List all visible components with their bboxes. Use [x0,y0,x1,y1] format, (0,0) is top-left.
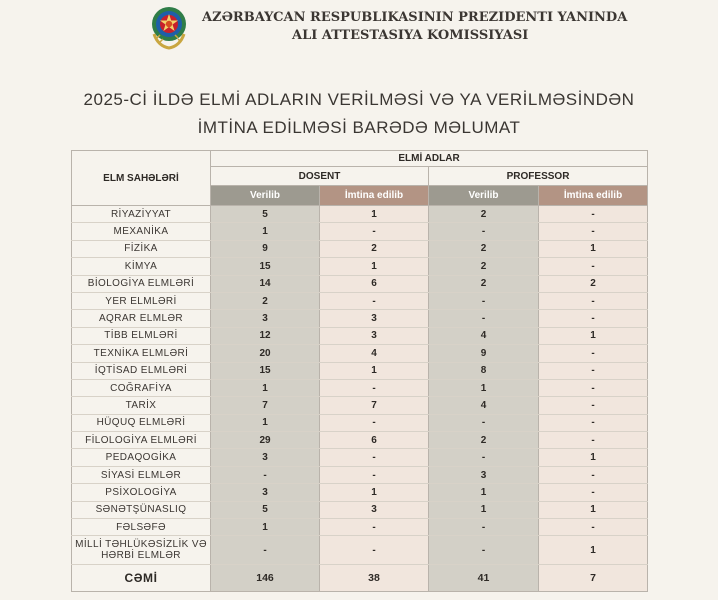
professor-granted-cell: 4 [429,397,539,414]
professor-granted-cell: - [429,519,539,536]
professor-refused-cell: 1 [539,536,648,565]
professor-refused-cell: - [539,414,648,431]
professor-granted-cell: - [429,414,539,431]
org-name-line2: ALI ATTESTASIYA KOMISSIYASI [292,28,529,43]
professor-refused-cell: - [539,206,648,223]
dosent-granted-cell: 1 [211,414,320,431]
dosent-refused-cell: - [320,519,429,536]
subject-cell: FİLOLOGİYA ELMLƏRİ [72,432,211,449]
table-row [72,449,648,466]
dosent-refused-cell: 4 [320,345,429,362]
dosent-granted-cell: 7 [211,397,320,414]
group-header: ELMİ ADLAR [211,151,648,167]
professor-refused-total: 7 [539,565,648,592]
org-name-line1: AZƏRBAYCAN RESPUBLIKASININ PREZIDENTI YANINDA [202,10,628,25]
table-row [72,397,648,414]
subject-cell: PEDAQOGİKA [72,449,211,466]
professor-granted-cell: 1 [429,484,539,501]
dosent-refused-cell: 6 [320,432,429,449]
dosent-granted-cell: 5 [211,206,320,223]
dosent-refused-cell: 7 [320,397,429,414]
dosent-granted-header: Verilib [211,186,320,206]
professor-granted-cell: 9 [429,345,539,362]
dosent-refused-cell: 1 [320,258,429,275]
dosent-granted-cell: 20 [211,345,320,362]
professor-refused-cell: - [539,258,648,275]
table-row [72,292,648,309]
dosent-granted-cell: 3 [211,310,320,327]
dosent-granted-cell: 3 [211,449,320,466]
dosent-refused-cell: - [320,379,429,396]
professor-refused-cell: - [539,362,648,379]
dosent-granted-cell: 5 [211,501,320,518]
dosent-refused-cell: 1 [320,206,429,223]
professor-refused-cell: - [539,223,648,240]
professor-refused-cell: - [539,310,648,327]
subject-cell: SƏNƏTŞÜNASLIQ [72,501,211,518]
dosent-refused-cell: - [320,536,429,565]
dosent-refused-cell: 2 [320,240,429,257]
professor-granted-cell: 2 [429,432,539,449]
professor-granted-cell: - [429,536,539,565]
professor-refused-cell: - [539,519,648,536]
dosent-refused-cell: - [320,466,429,483]
professor-granted-cell: 2 [429,275,539,292]
subject-cell: COĞRAFİYA [72,379,211,396]
subject-cell: KİMYA [72,258,211,275]
professor-granted-cell: 2 [429,240,539,257]
dosent-refused-cell: - [320,414,429,431]
professor-granted-cell: 1 [429,379,539,396]
professor-refused-header: İmtina edilib [539,186,648,206]
professor-refused-cell: - [539,466,648,483]
subject-cell: SİYASİ ELMLƏR [72,466,211,483]
subject-cell: FİZİKA [72,240,211,257]
dosent-granted-cell: 3 [211,484,320,501]
subject-column-header: ELM SAHƏLƏRİ [72,151,211,206]
header [148,4,668,52]
professor-refused-cell: - [539,432,648,449]
table-row [72,362,648,379]
table-row [72,466,648,483]
dosent-refused-cell: 1 [320,484,429,501]
table-row [72,519,648,536]
table-row [72,206,648,223]
subject-cell: RİYAZİYYAT [72,206,211,223]
dosent-refused-cell: 3 [320,501,429,518]
table-row [72,501,648,518]
professor-granted-cell: 3 [429,466,539,483]
dosent-granted-cell: 15 [211,258,320,275]
table-row [72,432,648,449]
table-body [72,206,648,592]
professor-granted-cell: - [429,310,539,327]
professor-granted-cell: - [429,292,539,309]
dosent-refused-cell: - [320,223,429,240]
professor-refused-cell: 1 [539,240,648,257]
dosent-refused-cell: - [320,449,429,466]
dosent-granted-cell: 1 [211,379,320,396]
table-row [72,310,648,327]
dosent-header: DOSENT [211,167,429,186]
table-row [72,345,648,362]
professor-granted-cell: - [429,449,539,466]
table-row [72,484,648,501]
dosent-refused-total: 38 [320,565,429,592]
subject-cell: TEXNİKA ELMLƏRİ [72,345,211,362]
professor-granted-cell: 2 [429,206,539,223]
subject-cell: FƏLSƏFƏ [72,519,211,536]
professor-granted-header: Verilib [429,186,539,206]
dosent-granted-cell: 29 [211,432,320,449]
subject-cell: BİOLOGİYA ELMLƏRİ [72,275,211,292]
professor-granted-cell: - [429,223,539,240]
subject-cell: TİBB ELMLƏRİ [72,327,211,344]
professor-refused-cell: 1 [539,327,648,344]
table-row [72,327,648,344]
professor-refused-cell: - [539,379,648,396]
dosent-refused-cell: 3 [320,310,429,327]
subject-cell: YER ELMLƏRİ [72,292,211,309]
total-label: CƏMİ [72,565,211,592]
table-row [72,223,648,240]
page-title-line1: 2025-Cİ İLDƏ ELMİ ADLARIN VERİLMƏSİ VƏ YA VERİLMƏSİNDƏN [83,90,635,109]
total-row [72,565,648,592]
professor-granted-total: 41 [429,565,539,592]
subject-cell: İQTİSAD ELMLƏRİ [72,362,211,379]
professor-refused-cell: 2 [539,275,648,292]
dosent-granted-cell: 2 [211,292,320,309]
dosent-granted-cell: - [211,536,320,565]
dosent-refused-cell: 1 [320,362,429,379]
subject-cell: TARİX [72,397,211,414]
professor-refused-cell: 1 [539,449,648,466]
table-row [72,536,648,565]
subject-cell: HÜQUQ ELMLƏRİ [72,414,211,431]
professor-refused-cell: 1 [539,501,648,518]
professor-granted-cell: 1 [429,501,539,518]
professor-refused-cell: - [539,484,648,501]
professor-refused-cell: - [539,397,648,414]
dosent-granted-cell: 1 [211,223,320,240]
professor-granted-cell: 4 [429,327,539,344]
table-row [72,275,648,292]
table-row [72,414,648,431]
dosent-granted-cell: 12 [211,327,320,344]
professor-header: PROFESSOR [429,167,648,186]
dosent-granted-cell: 15 [211,362,320,379]
professor-granted-cell: 2 [429,258,539,275]
table-row [72,379,648,396]
dosent-refused-cell: - [320,292,429,309]
dosent-refused-cell: 3 [320,327,429,344]
dosent-granted-cell: 1 [211,519,320,536]
dosent-granted-cell: 14 [211,275,320,292]
state-emblem-icon [148,4,190,50]
dosent-granted-total: 146 [211,565,320,592]
dosent-granted-cell: - [211,466,320,483]
table-row [72,258,648,275]
professor-granted-cell: 8 [429,362,539,379]
subject-cell: MEXANİKA [72,223,211,240]
academic-titles-table [71,150,648,592]
subject-cell: MİLLİ TƏHLÜKƏSİZLİK VƏ HƏRBİ ELMLƏR [72,536,211,565]
subject-cell: AQRAR ELMLƏR [72,310,211,327]
subject-cell: PSİXOLOGİYA [72,484,211,501]
dosent-refused-header: İmtina edilib [320,186,429,206]
page-title-line2: İMTİNA EDİLMƏSİ BARƏDƏ MƏLUMAT [197,118,521,137]
dosent-granted-cell: 9 [211,240,320,257]
professor-refused-cell: - [539,292,648,309]
dosent-refused-cell: 6 [320,275,429,292]
professor-refused-cell: - [539,345,648,362]
table-row [72,240,648,257]
